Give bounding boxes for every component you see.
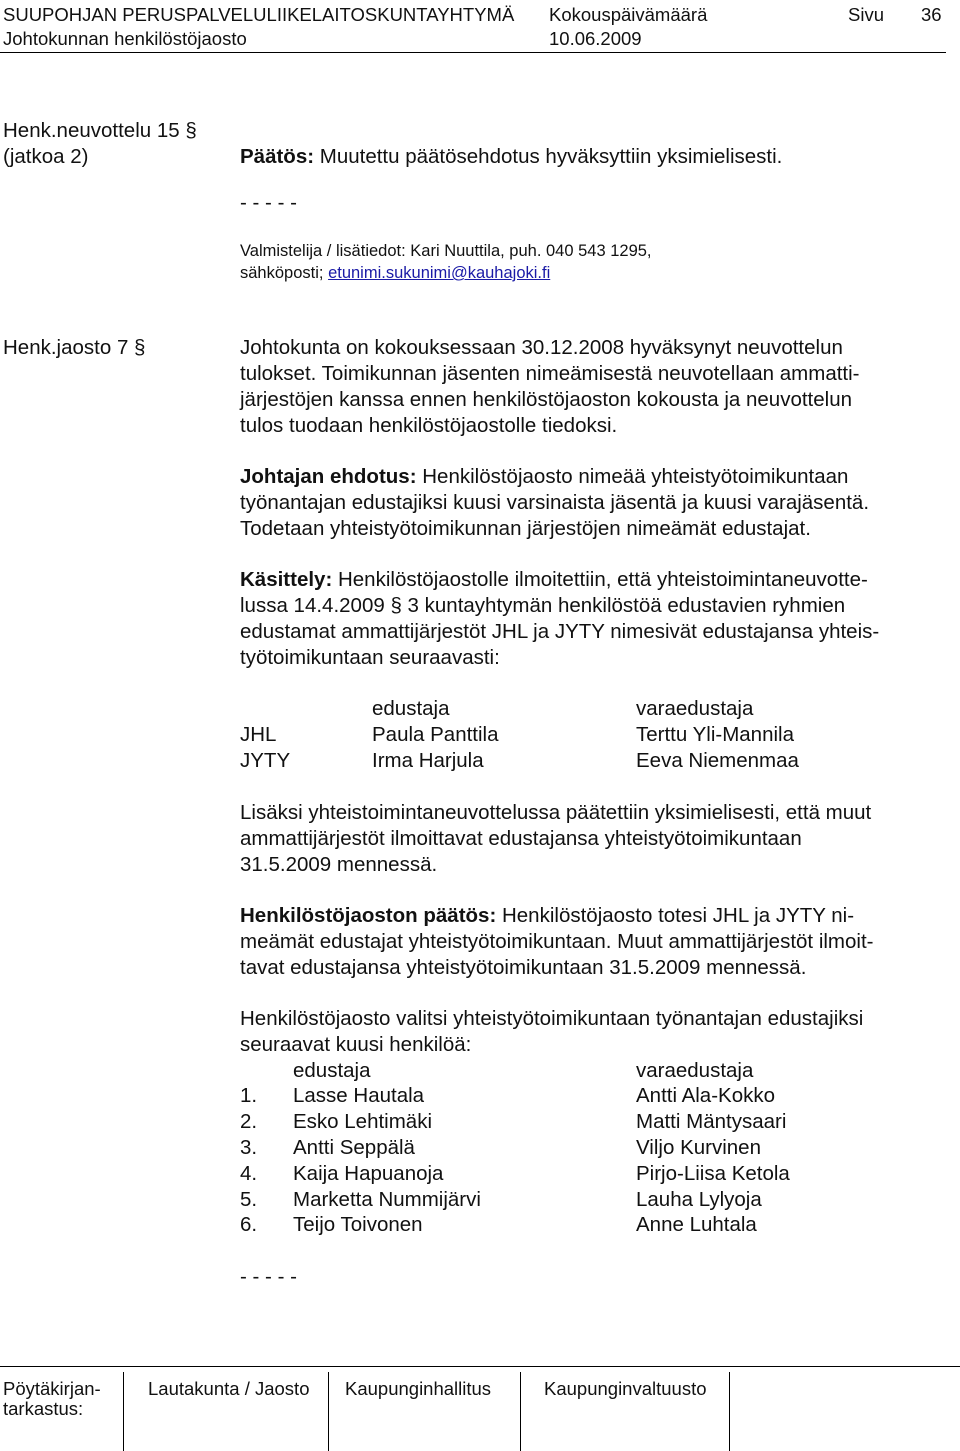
employer-row-4-deputy: Pirjo-Liisa Ketola: [636, 1162, 790, 1185]
employer-row-2-rep: Esko Lehtimäki: [293, 1110, 433, 1133]
proposal-line-2: työnantajan edustajiksi kuusi varsinaista jäsentä ja kuusi varajäsentä.: [240, 491, 870, 514]
section1-ref-line2: (jatkoa 2): [3, 145, 89, 168]
handling-line-2: lussa 14.4.2009 § 3 kuntayhtymän henkilöstöä edustavien ryhmien: [240, 594, 846, 617]
proposal-text-1: Henkilöstöjaosto nimeää yhteistyötoimikuntaan: [416, 465, 849, 488]
handling-line-4: työtoimikuntaan seuraavasti:: [240, 646, 500, 669]
proposal-line-1: [240, 464, 848, 490]
section1-preparer-line1: Valmistelija / lisätiedot: Kari Nuuttila, puh. 040 543 1295,: [240, 242, 652, 260]
section1-decision: [240, 144, 782, 170]
section2-ref: Henk.jaosto 7 §: [3, 336, 146, 359]
employer-row-1-deputy: Antti Ala-Kokko: [636, 1084, 776, 1107]
decision-line-1: [240, 903, 854, 929]
section1-ref-line1: Henk.neuvottelu 15 §: [3, 119, 197, 142]
section1-preparer-line2: [240, 263, 550, 284]
section1-decision-text: Muutettu päätösehdotus hyväksyttiin yksimielisesti.: [314, 145, 783, 168]
union-row-2-rep: Irma Harjula: [372, 749, 484, 772]
handling-line-1: [240, 567, 868, 593]
decision-label: Henkilöstöjaoston päätös:: [240, 904, 497, 927]
header-meeting-date: 10.06.2009: [549, 28, 642, 49]
handling-text-1: Henkilöstöjaostolle ilmoitettiin, että yhteistoimintaneuvotte-: [332, 568, 868, 591]
header-org: SUUPOHJAN PERUSPALVELULIIKELAITOSKUNTAYHTYMÄ: [3, 4, 515, 25]
section1-decision-label: Päätös:: [240, 145, 315, 168]
employer-row-3-deputy: Viljo Kurvinen: [636, 1136, 761, 1159]
footer-column-divider-3: [520, 1372, 521, 1451]
employer-row-3-rep: Antti Seppälä: [293, 1136, 415, 1159]
footer-column-divider-4: [729, 1372, 730, 1451]
handling-label: Käsittely:: [240, 568, 333, 591]
union-header-edustaja: edustaja: [372, 697, 450, 720]
employer-row-5-rep: Marketta Nummijärvi: [293, 1188, 481, 1211]
employer-row-1-rep: Lasse Hautala: [293, 1084, 425, 1107]
intro-line-1: Johtokunta on kokouksessaan 30.12.2008 hyväksynyt neuvottelun: [240, 336, 843, 359]
employer-header-edustaja: edustaja: [293, 1059, 371, 1082]
employer-row-3-num: 3.: [240, 1136, 258, 1159]
preparer-email-label: sähköposti;: [240, 264, 329, 282]
decision-line-2: meämät edustajat yhteistyötoimikuntaan. Muut ammattijärjestöt ilmoit-: [240, 930, 874, 953]
selection-line-1: Henkilöstöjaosto valitsi yhteistyötoimikuntaan työnantajan edustajiksi: [240, 1007, 864, 1030]
section1-separator: - - - - -: [240, 191, 297, 214]
employer-row-2-deputy: Matti Mäntysaari: [636, 1110, 787, 1133]
preparer-email-link[interactable]: etunimi.sukunimi@kauhajoki.fi: [328, 264, 551, 282]
footer-check-label-1: Pöytäkirjan-: [3, 1378, 101, 1399]
footer-column-divider-2: [328, 1372, 329, 1451]
header-page-number: 36: [921, 4, 942, 25]
employer-row-5-deputy: Lauha Lylyoja: [636, 1188, 762, 1211]
header-page-label: Sivu: [848, 4, 884, 25]
union-row-1-deputy: Terttu Yli-Mannila: [636, 723, 794, 746]
employer-row-5-num: 5.: [240, 1188, 258, 1211]
employer-row-1-num: 1.: [240, 1084, 258, 1107]
footer-col-board: Lautakunta / Jaosto: [148, 1378, 310, 1399]
employer-row-6-rep: Teijo Toivonen: [293, 1213, 423, 1236]
footer-column-divider-1: [123, 1372, 124, 1451]
selection-line-2: seuraavat kuusi henkilöä:: [240, 1033, 472, 1056]
additional-line-3: 31.5.2009 mennessä.: [240, 853, 438, 876]
section2-separator: - - - - -: [240, 1265, 297, 1288]
handling-line-3: edustamat ammattijärjestöt JHL ja JYTY nimesivät edustajansa yhteis-: [240, 620, 880, 643]
additional-line-2: ammattijärjestöt ilmoittavat edustajansa yhteistyötoimikuntaan: [240, 827, 802, 850]
employer-row-2-num: 2.: [240, 1110, 258, 1133]
proposal-line-3: Todetaan yhteistyötoimikunnan järjestöjen nimeämät edustajat.: [240, 517, 811, 540]
employer-row-4-rep: Kaija Hapuanoja: [293, 1162, 444, 1185]
employer-row-4-num: 4.: [240, 1162, 258, 1185]
employer-header-varaedustaja: varaedustaja: [636, 1059, 754, 1082]
union-row-1-org: JHL: [240, 723, 277, 746]
employer-row-6-deputy: Anne Luhtala: [636, 1213, 757, 1236]
union-row-1-rep: Paula Panttila: [372, 723, 499, 746]
additional-line-1: Lisäksi yhteistoimintaneuvottelussa päätettiin yksimielisesti, että muut: [240, 801, 872, 824]
proposal-label: Johtajan ehdotus:: [240, 465, 417, 488]
intro-line-2: tulokset. Toimikunnan jäsenten nimeämisestä neuvotellaan ammatti-: [240, 362, 860, 385]
decision-text-1: Henkilöstöjaosto totesi JHL ja JYTY ni-: [496, 904, 855, 927]
union-row-2-org: JYTY: [240, 749, 291, 772]
header-body-name: Johtokunnan henkilöstöjaosto: [3, 28, 247, 49]
header-meeting-date-label: Kokouspäivämäärä: [549, 4, 708, 25]
employer-row-6-num: 6.: [240, 1213, 258, 1236]
footer-col-city-board: Kaupunginhallitus: [345, 1378, 492, 1399]
union-header-varaedustaja: varaedustaja: [636, 697, 754, 720]
footer-check-label-2: tarkastus:: [3, 1398, 84, 1419]
union-row-2-deputy: Eeva Niemenmaa: [636, 749, 799, 772]
intro-line-4: tulos tuodaan henkilöstöjaostolle tiedoksi.: [240, 414, 618, 437]
intro-line-3: järjestöjen kanssa ennen henkilöstöjaoston kokousta ja neuvottelun: [240, 388, 852, 411]
footer-col-city-council: Kaupunginvaltuusto: [544, 1378, 707, 1399]
footer-divider: [0, 1366, 960, 1367]
decision-line-3: tavat edustajansa yhteistyötoimikuntaan 31.5.2009 mennessä.: [240, 956, 807, 979]
header-divider: [0, 52, 946, 53]
